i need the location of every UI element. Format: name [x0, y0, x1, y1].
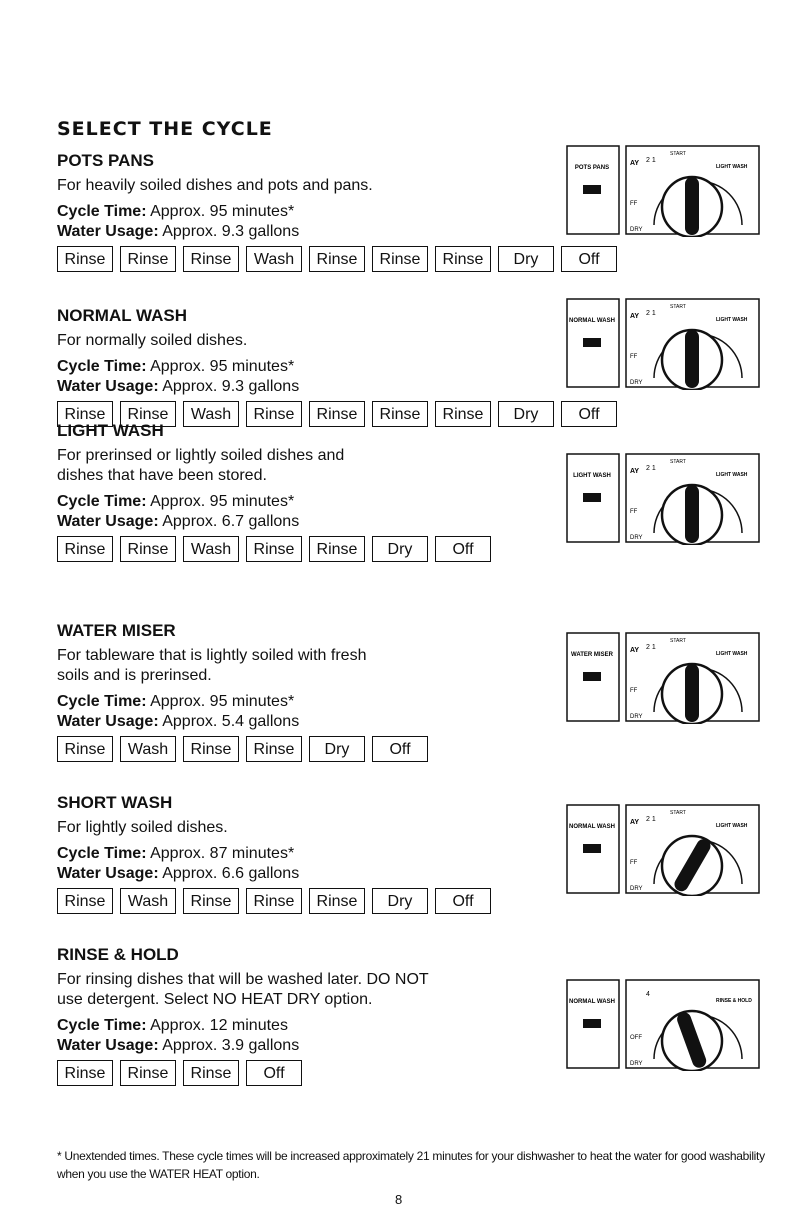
dial-tick-label: 2 1	[646, 816, 656, 823]
cycle-step: Off	[372, 736, 428, 762]
cycle-step: Dry	[309, 736, 365, 762]
description-line: For tableware that is lightly soiled with fresh	[57, 647, 367, 664]
cycle-time: Cycle Time: Approx. 95 minutes*	[57, 203, 295, 220]
description-line: For heavily soiled dishes and pots and pans.	[57, 177, 373, 194]
cycle-step: Rinse	[57, 736, 113, 762]
cycle-step: Rinse	[57, 246, 113, 272]
dial-tick-label: 2 1	[646, 310, 656, 317]
cycle-title: NORMAL WASH	[57, 306, 188, 325]
dial-cycle-label: POTS PANS	[574, 165, 610, 171]
dial-left-label: AY	[630, 468, 640, 475]
cycle-step: Dry	[498, 246, 554, 272]
cycle-title: LIGHT WASH	[57, 421, 164, 440]
cycle-step: Off	[435, 536, 491, 562]
cycle-step: Rinse	[246, 888, 302, 914]
cycle-step: Rinse	[372, 246, 428, 272]
cycle-step: Rinse	[183, 736, 239, 762]
cycle-title: RINSE & HOLD	[57, 945, 179, 964]
dial-start-label: START	[670, 304, 686, 310]
cycle-steps	[57, 246, 797, 272]
cycle-title: POTS PANS	[57, 151, 154, 170]
cycle-dial-illustration	[566, 632, 761, 724]
cycle-title: SHORT WASH	[57, 793, 173, 812]
water-usage: Water Usage: Approx. 6.6 gallons	[57, 865, 300, 882]
cycle-step: Dry	[498, 401, 554, 427]
cycle-steps	[57, 736, 797, 762]
cycle-step: Rinse	[120, 401, 176, 427]
dial-svg	[566, 979, 761, 1071]
dial-left-label: AY	[630, 819, 640, 826]
cycle-title: WATER MISER	[57, 621, 176, 640]
cycle-step: Rinse	[120, 1060, 176, 1086]
cycle-step: Rinse	[120, 536, 176, 562]
dial-svg	[566, 298, 761, 390]
dial-off-label: FF	[630, 201, 638, 207]
dial-cycle-label: NORMAL WASH	[569, 318, 615, 324]
cycle-step: Rinse	[309, 246, 365, 272]
dial-tick-label: 2 1	[646, 157, 656, 164]
cycle-time: Cycle Time: Approx. 87 minutes*	[57, 845, 295, 862]
page-heading: SELECT THE CYCLE	[57, 118, 273, 140]
cycle-step: Rinse	[435, 401, 491, 427]
cycle-step: Dry	[372, 888, 428, 914]
cycle-step: Rinse	[57, 888, 113, 914]
dial-svg	[566, 632, 761, 724]
cycle-step: Dry	[372, 536, 428, 562]
cycle-time: Cycle Time: Approx. 12 minutes	[57, 1017, 288, 1034]
dial-svg	[566, 804, 761, 896]
cycle-step: Rinse	[246, 401, 302, 427]
dial-tick-label: 2 1	[646, 465, 656, 472]
dial-cycle-label: WATER MISER	[571, 652, 613, 658]
cycle-step: Rinse	[183, 246, 239, 272]
cycle-dial-illustration	[566, 298, 761, 390]
cycle-step: Rinse	[120, 246, 176, 272]
dial-off-label: FF	[630, 354, 638, 360]
cycle-step: Wash	[120, 736, 176, 762]
dial-off-label: FF	[630, 860, 638, 866]
dial-start-label: START	[670, 459, 686, 465]
cycle-step: Rinse	[57, 536, 113, 562]
cycle-dial-illustration	[566, 453, 761, 545]
cycle-step: Rinse	[246, 736, 302, 762]
dial-off-label: FF	[630, 509, 638, 515]
water-usage: Water Usage: Approx. 3.9 gallons	[57, 1037, 300, 1054]
water-usage: Water Usage: Approx. 9.3 gallons	[57, 223, 300, 240]
cycle-step: Wash	[246, 246, 302, 272]
dial-tick-label: 4	[646, 991, 650, 998]
dial-left-label: AY	[630, 313, 640, 320]
cycle-step: Rinse	[57, 1060, 113, 1086]
water-usage: Water Usage: Approx. 9.3 gallons	[57, 378, 300, 395]
dial-right-label: LIGHT WASH	[716, 472, 748, 478]
dial-start-label: START	[670, 810, 686, 816]
dial-right-label: LIGHT WASH	[716, 164, 748, 170]
dial-cycle-label: NORMAL WASH	[569, 824, 615, 830]
dial-right-label: LIGHT WASH	[716, 651, 748, 657]
dial-dry-label: DRY	[630, 1061, 643, 1067]
cycle-step: Wash	[120, 888, 176, 914]
dial-start-label: START	[670, 151, 686, 157]
dial-cycle-label: NORMAL WASH	[569, 999, 615, 1005]
dial-dry-label: DRY	[630, 886, 643, 892]
cycle-step: Off	[561, 246, 617, 272]
cycle-step: Rinse	[372, 401, 428, 427]
cycle-time: Cycle Time: Approx. 95 minutes*	[57, 493, 295, 510]
cycle-step: Rinse	[57, 401, 113, 427]
description-line: For lightly soiled dishes.	[57, 819, 228, 836]
dial-svg	[566, 145, 761, 237]
description-line: dishes that have been stored.	[57, 467, 267, 484]
cycle-step: Rinse	[246, 536, 302, 562]
dial-dry-label: DRY	[630, 380, 643, 386]
dial-dry-label: DRY	[630, 535, 643, 541]
description-line: use detergent. Select NO HEAT DRY option.	[57, 991, 373, 1008]
cycle-step: Rinse	[309, 536, 365, 562]
dial-start-label: START	[670, 638, 686, 644]
dial-cycle-label: LIGHT WASH	[573, 473, 611, 479]
dial-right-label: LIGHT WASH	[716, 317, 748, 323]
cycle-step: Wash	[183, 401, 239, 427]
cycle-time: Cycle Time: Approx. 95 minutes*	[57, 693, 295, 710]
cycle-step: Rinse	[183, 1060, 239, 1086]
description-line: soils and is prerinsed.	[57, 667, 212, 684]
cycle-dial-illustration	[566, 979, 761, 1071]
cycle-step: Wash	[183, 536, 239, 562]
cycle-step: Rinse	[309, 888, 365, 914]
dial-off-label: FF	[630, 688, 638, 694]
cycle-step: Off	[561, 401, 617, 427]
dial-dry-label: DRY	[630, 227, 643, 233]
dial-right-label: RINSE & HOLD	[716, 998, 752, 1004]
dial-left-label: AY	[630, 647, 640, 654]
description-line: For normally soiled dishes.	[57, 332, 248, 349]
cycle-step: Rinse	[183, 888, 239, 914]
dial-tick-label: 2 1	[646, 644, 656, 651]
water-usage: Water Usage: Approx. 5.4 gallons	[57, 713, 300, 730]
cycle-dial-illustration	[566, 145, 761, 237]
page-number: 8	[395, 1192, 403, 1207]
dial-right-label: LIGHT WASH	[716, 823, 748, 829]
water-usage: Water Usage: Approx. 6.7 gallons	[57, 513, 300, 530]
dial-left-label: AY	[630, 160, 640, 167]
description-line: For prerinsed or lightly soiled dishes and	[57, 447, 345, 464]
footnote: * Unextended times. These cycle times will be increased approximately 21 minutes for your dishwasher to heat the water for good washability when you use the WATER HEAT option.	[57, 1149, 765, 1181]
dial-dry-label: DRY	[630, 714, 643, 720]
dial-svg	[566, 453, 761, 545]
cycle-step: Off	[246, 1060, 302, 1086]
cycle-step: Off	[435, 888, 491, 914]
cycle-dial-illustration	[566, 804, 761, 896]
dial-off-label: OFF	[630, 1035, 642, 1041]
description-line: For rinsing dishes that will be washed later. DO NOT	[57, 971, 429, 988]
cycle-step: Rinse	[435, 246, 491, 272]
cycle-step: Rinse	[309, 401, 365, 427]
cycle-time: Cycle Time: Approx. 95 minutes*	[57, 358, 295, 375]
